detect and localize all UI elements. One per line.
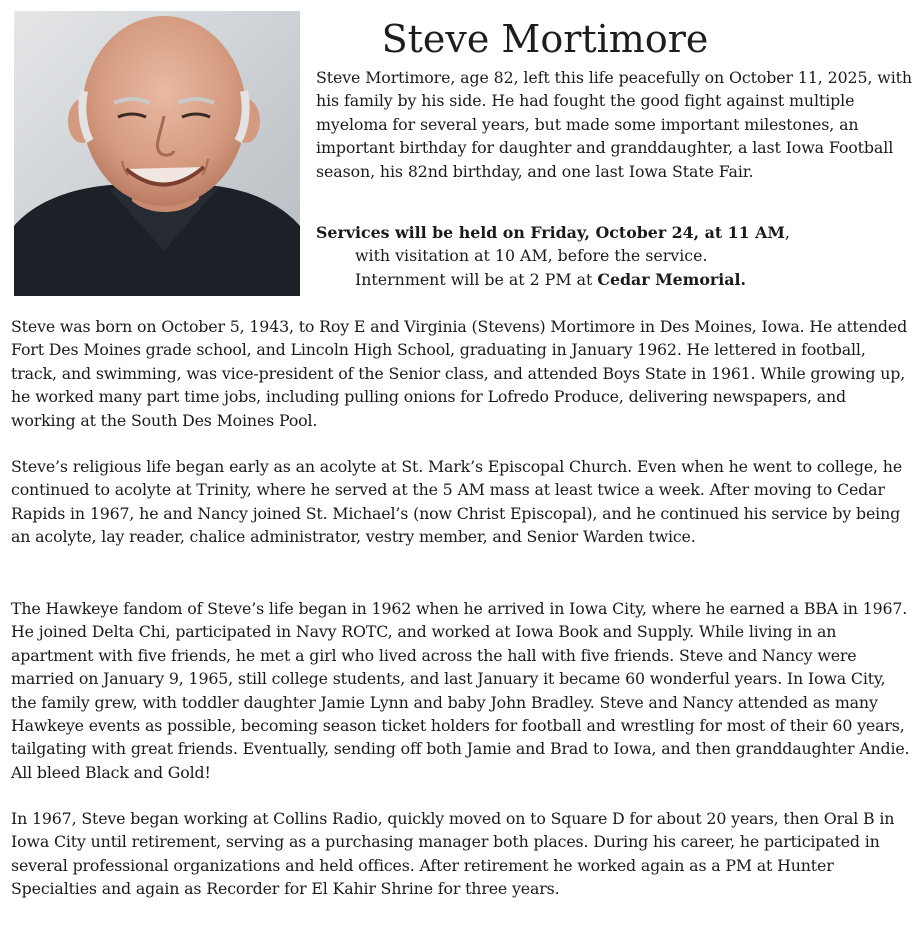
portrait-photo	[14, 11, 300, 296]
biography-paragraph-hawkeye-family: The Hawkeye fandom of Steve’s life began in 1962 when he arrived in Iowa City, where he earned a BBA in 1967. He joined Delta Chi, participated in Navy ROTC, and worked at Iowa Book and Supply. While living in an apartment with five friends, he met a girl who lived across the hall with five friends. Steve and Nancy were married on January 9, 1965, still college students, and last January it became 60 wonderful years. In Iowa City, the family grew, with toddler daughter Jamie Lynn and baby John Bradley. Steve and Nancy attended as many Hawkeye events as possible, becoming season ticket holders for football and wrestling for most of their 60 years, tailgating with great friends. Eventually, sending off both Jamie and Brad to Iowa, and then granddaughter Andie. All bleed Black and Gold!	[11, 599, 910, 782]
internment-text: Internment will be at 2 PM at	[355, 269, 598, 289]
biography-paragraph-early-life: Steve was born on October 5, 1943, to Roy E and Virginia (Stevens) Mortimore in Des Moines, Iowa. He attended Fort Des Moines grade school, and Lincoln High School, graduating in January 1962. He lettered in football, track, and swimming, was vice-president of the Senior class, and attended Boys State in 1961. While growing up, he worked many part time jobs, including pulling onions for Lofredo Produce, delivering newspapers, and working at the South Des Moines Pool.	[11, 317, 908, 430]
services-internment-line	[316, 268, 916, 291]
services-announcement	[316, 221, 916, 291]
biography-paragraph-religious-life: Steve’s religious life began early as an acolyte at St. Mark’s Episcopal Church. Even when he went to college, he continued to acolyte at Trinity, where he served at the 5 AM mass at least twice a week. After moving to Cedar Rapids in 1967, he and Nancy joined St. Michael’s (now Christ Episcopal), and he continued his service by being an acolyte, lay reader, chalice administrator, vestry member, and Senior Warden twice.	[11, 457, 903, 547]
services-visitation-line: with visitation at 10 AM, before the service.	[355, 246, 708, 266]
obituary-title: Steve Mortimore	[381, 17, 709, 61]
services-date-tail: ,	[784, 223, 790, 242]
services-date-line	[316, 221, 916, 244]
internment-place: Cedar Memorial.	[597, 269, 746, 289]
services-date-bold: Services will be held on Friday, October 24, at 11 AM	[316, 223, 785, 242]
biography-paragraph-career: In 1967, Steve began working at Collins Radio, quickly moved on to Square D for about 20 years, then Oral B in Iowa City until retirement, serving as a purchasing manager both places. During his career, he participated in several professional organizations and held offices. After retirement he worked again as a PM at Hunter Specialties and again as Recorder for El Kahir Shrine for three years.	[11, 809, 895, 899]
obituary-lead-paragraph: Steve Mortimore, age 82, left this life peacefully on October 11, 2025, with his family by his side. He had fought the good fight against multiple myeloma for several years, but made some important milestones, an important birthday for daughter and granddaughter, a last Iowa Football season, his 82nd birthday, and one last Iowa State Fair.	[316, 68, 912, 181]
portrait-illustration	[14, 11, 300, 296]
